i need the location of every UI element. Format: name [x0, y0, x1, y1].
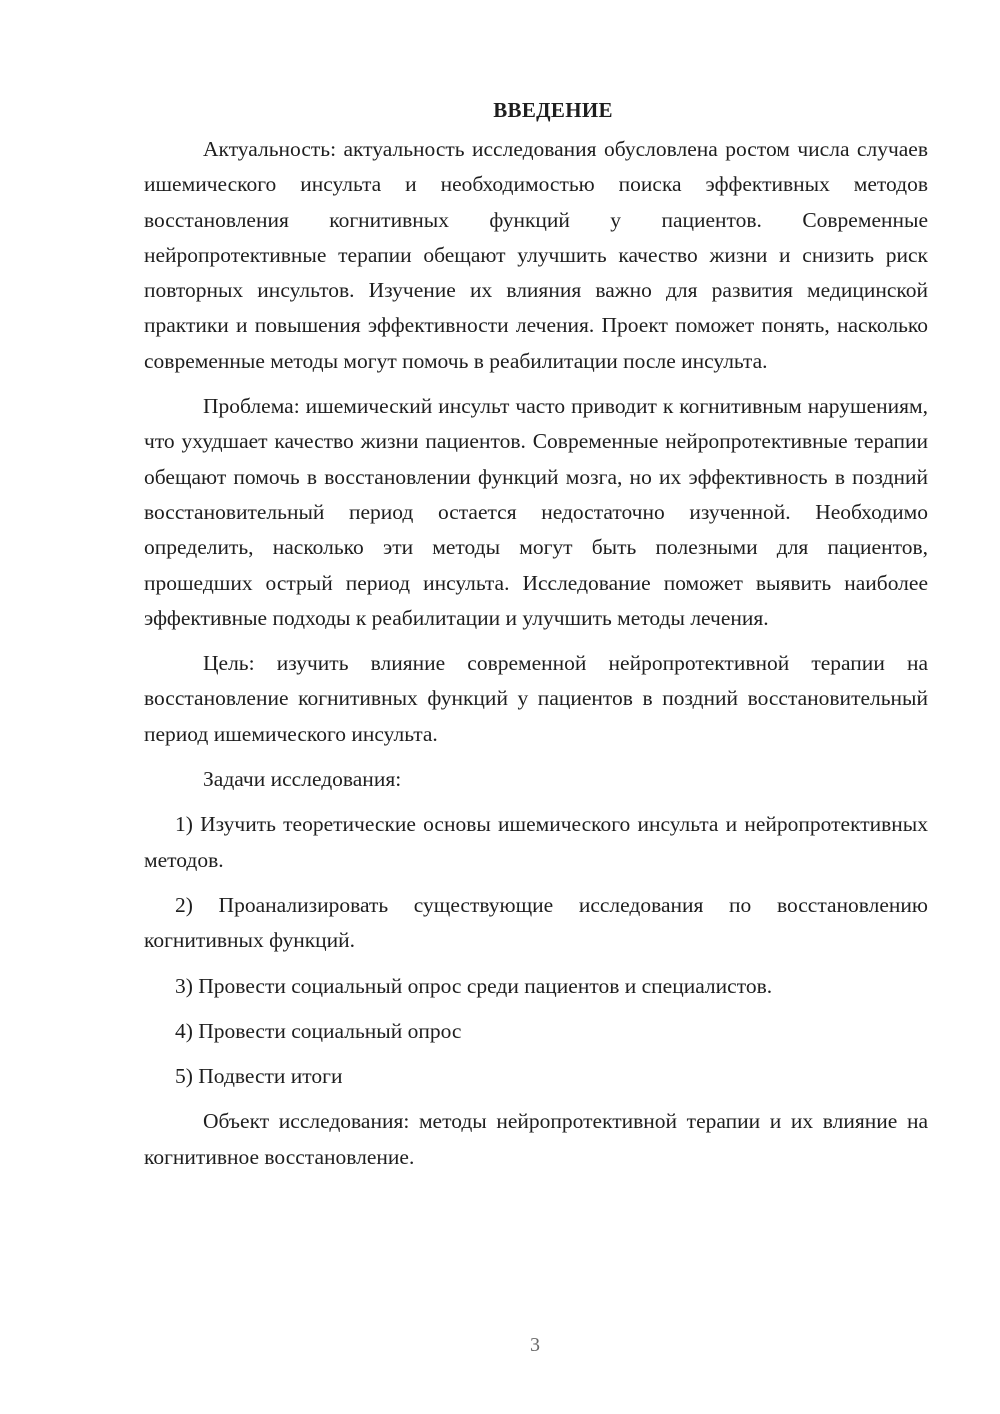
- goal-paragraph: Цель: изучить влияние современной нейропротективной терапии на восстановление когнитивных функций у пациентов в поздний восстановительный период ишемического инсульта.: [144, 651, 928, 746]
- tasks-heading: Задачи исследования:: [203, 767, 402, 792]
- task-item-3: 3) Провести социальный опрос среди пациентов и специалистов.: [175, 973, 773, 998]
- task-item-4: 4) Провести социальный опрос: [175, 1018, 462, 1043]
- task-item-5: 5) Подвести итоги: [175, 1064, 343, 1089]
- page-number: 3: [530, 1334, 540, 1356]
- task-item-1: 1) Изучить теоретические основы ишемического инсульта и нейропротективных методов.: [144, 812, 928, 872]
- page-title: ВВЕДЕНИЕ: [493, 98, 613, 122]
- page-content: [144, 94, 928, 1185]
- relevance-paragraph: Актуальность: актуальность исследования обусловлена ростом числа случаев ишемического инсульта и необходимостью поиска эффективных методов восстановления когнитивных функций у пациентов. Современные нейропротективные терапии обещают улучшить качество жизни и снизить риск повторных инсультов. Изучение их влияния важно для развития медицинской практики и повышения эффективности лечения. Проект поможет понять, насколько современные методы могут помочь в реабилитации после инсульта.: [144, 137, 928, 373]
- task-item-2: 2) Проанализировать существующие исследования по восстановлению когнитивных функций.: [144, 892, 928, 953]
- problem-paragraph: Проблема: ишемический инсульт часто приводит к когнитивным нарушениям, что ухудшает качество жизни пациентов. Современные нейропротективные терапии обещают помочь в восстановлении функций мозга, но их эффективность в поздний восстановительный период остается недостаточно изученной. Необходимо определить, насколько эти методы могут быть полезными для пациентов, прошедших острый период инсульта. Исследование поможет выявить наиболее эффективные подходы к реабилитации и улучшить методы лечения.: [144, 394, 928, 630]
- object-paragraph: Объект исследования: методы нейропротективной терапии и их влияние на когнитивное восстановление.: [144, 1109, 928, 1169]
